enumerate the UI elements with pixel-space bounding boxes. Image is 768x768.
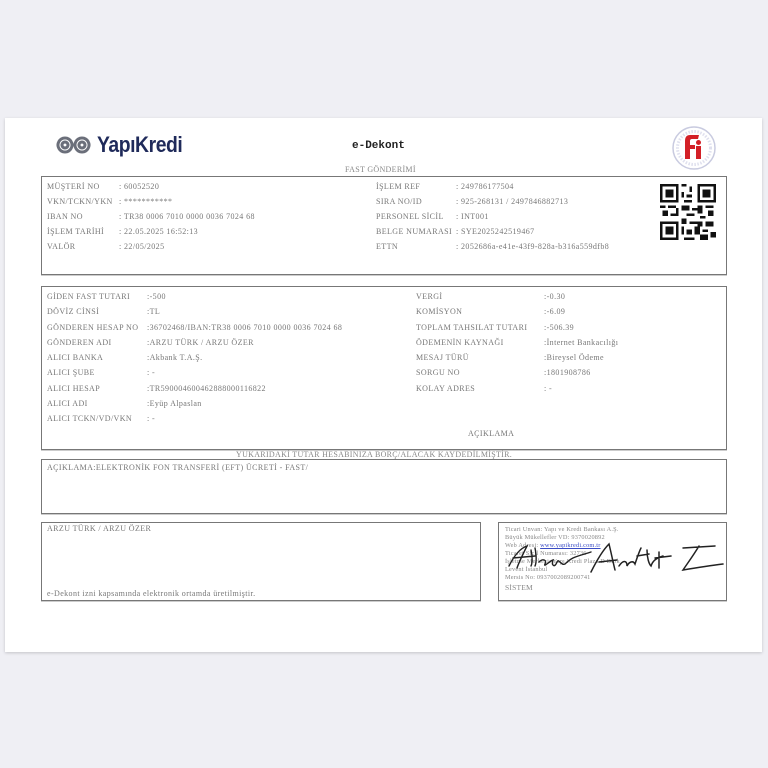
label-komisyon: KOMİSYON	[416, 307, 463, 317]
label-gonderen-adi: GÖNDEREN ADI	[47, 337, 112, 347]
label-toplam-tahsilat: TOPLAM TAHSILAT TUTARI	[416, 322, 528, 332]
bank-city: Levent İstanbul	[505, 566, 548, 573]
label-giden-fast-tutari: GİDEN FAST TUTARI	[47, 292, 131, 301]
logo-text: YapıKredi	[97, 132, 183, 157]
value-iban: : TR38 0006 7010 0000 0036 7024 68	[119, 212, 255, 221]
label-vergi: VERGİ	[416, 292, 443, 301]
value-ettn: : 2052686a-e41e-43f9-828a-b316a559dfb8	[456, 242, 610, 251]
label-iban: IBAN NO	[47, 212, 83, 221]
value-alici-tckn: : -	[147, 414, 156, 424]
value-sorgu-no: :1801908786	[544, 368, 591, 378]
value-vergi: :-0.30	[544, 292, 566, 301]
aciklama-heading: AÇIKLAMA	[468, 429, 515, 438]
value-islem-ref: : 249786177504	[456, 182, 514, 191]
bank-tax-office: Büyük Mükellefler VD: 9370020892	[505, 534, 605, 541]
label-alici-sube: ALICI ŞUBE	[47, 368, 95, 378]
value-belge-numarasi: : SYE2025242519467	[456, 227, 535, 236]
legal-note: e-Dekont izni kapsamında elektronik ortamda üretilmiştir.	[47, 589, 256, 598]
value-odemenin-kaynagi: :İnternet Bankacılığı	[544, 337, 619, 347]
signature-2-icon	[587, 538, 727, 578]
value-gonderen-adi: :ARZU TÜRK / ARZU ÖZER	[147, 337, 254, 347]
label-alici-tckn: ALICI TCKN/VD/VKN	[47, 414, 133, 424]
yapikredi-swirl-icon	[55, 135, 93, 155]
label-valor: VALÖR	[47, 242, 76, 251]
value-giden-fast-tutari: :-500	[147, 292, 166, 301]
value-alici-hesap: :TR590004600462888000116822	[147, 383, 266, 393]
label-personel-sicil: PERSONEL SİCİL	[376, 212, 444, 221]
label-islem-tarihi: İŞLEM TARİHİ	[47, 227, 105, 236]
value-gonderen-hesap-no: :36702468/IBAN:TR38 0006 7010 0000 0036 7024 68	[147, 322, 343, 332]
yapikredi-logo	[55, 131, 194, 159]
value-islem-tarihi: : 22.05.2025 16:52:13	[119, 227, 199, 236]
certification-emblem-icon	[671, 125, 717, 171]
web-address-link[interactable]: www.yapikredi.com.tr	[540, 542, 601, 549]
label-alici-banka: ALICI BANKA	[47, 353, 104, 363]
customer-name: ARZU TÜRK / ARZU ÖZER	[47, 524, 152, 533]
description-text: AÇIKLAMA:ELEKTRONİK FON TRANSFERİ (EFT) ÜCRETİ - FAST/	[47, 463, 309, 472]
value-vkn: : ***********	[119, 197, 173, 206]
label-mesaj-turu: MESAJ TÜRÜ	[416, 353, 469, 363]
label-odemenin-kaynagi: ÖDEMENİN KAYNAĞI	[416, 337, 504, 347]
label-belge-numarasi: BELGE NUMARASI	[376, 227, 453, 236]
signature-1-icon	[505, 536, 595, 576]
qr-code-icon	[660, 184, 716, 240]
value-musteri-no: : 60052520	[119, 182, 160, 191]
document-title: e-Dekont	[352, 140, 405, 152]
label-kolay-adres: KOLAY ADRES	[416, 383, 476, 393]
label-musteri-no: MÜŞTERİ NO	[47, 182, 100, 191]
value-valor: : 22/05/2025	[119, 242, 165, 251]
web-address-label: Web Adresi:	[505, 542, 541, 549]
value-personel-sicil: : INT001	[456, 212, 489, 221]
bank-mersis-no: Mersis No: 0937002089200741	[505, 574, 591, 581]
value-kolay-adres: : -	[544, 383, 553, 393]
value-toplam-tahsilat: :-506.39	[544, 322, 575, 332]
bank-system-label: SİSTEM	[505, 583, 533, 592]
label-gonderen-hesap-no: GÖNDEREN HESAP NO	[47, 322, 139, 332]
debit-credit-notice: YUKARIDAKİ TUTAR HESABINIZA BORÇ/ALACAK KAYDEDİLMİŞTİR.	[236, 450, 513, 459]
bank-trade-name: Ticari Unvan: Yapı ve Kredi Bankası A.Ş.	[505, 526, 619, 533]
value-komisyon: :-6.09	[544, 307, 566, 317]
label-vkn: VKN/TCKN/YKN	[47, 197, 113, 206]
label-doviz-cinsi: DÖVİZ CİNSİ	[47, 307, 100, 317]
value-mesaj-turu: :Bireysel Ödeme	[544, 353, 604, 363]
value-alici-banka: :Akbank T.A.Ş.	[147, 353, 203, 363]
value-doviz-cinsi: :TL	[147, 307, 161, 317]
label-alici-hesap: ALICI HESAP	[47, 383, 101, 393]
transfer-details-box	[41, 286, 727, 450]
label-islem-ref: İŞLEM REF	[376, 182, 421, 191]
bank-hq-address: İşletme Merkezi: Yapı Kredi Plaza D Blok	[505, 558, 620, 565]
document-subtitle: FAST GÖNDERİMİ	[345, 165, 416, 174]
label-ettn: ETTN	[376, 242, 399, 251]
value-alici-adi: :Eyüp Alpaslan	[147, 399, 202, 409]
label-sira-no: SIRA NO/ID	[376, 197, 423, 206]
value-sira-no: : 925-268131 / 2497846882713	[456, 197, 569, 206]
bank-trade-registry: Ticaret Sicil Numarası: 32736	[505, 550, 587, 557]
e-dekont-document	[5, 118, 762, 652]
label-sorgu-no: SORGU NO	[416, 368, 460, 378]
label-alici-adi: ALICI ADI	[47, 399, 88, 409]
value-alici-sube: : -	[147, 368, 156, 378]
